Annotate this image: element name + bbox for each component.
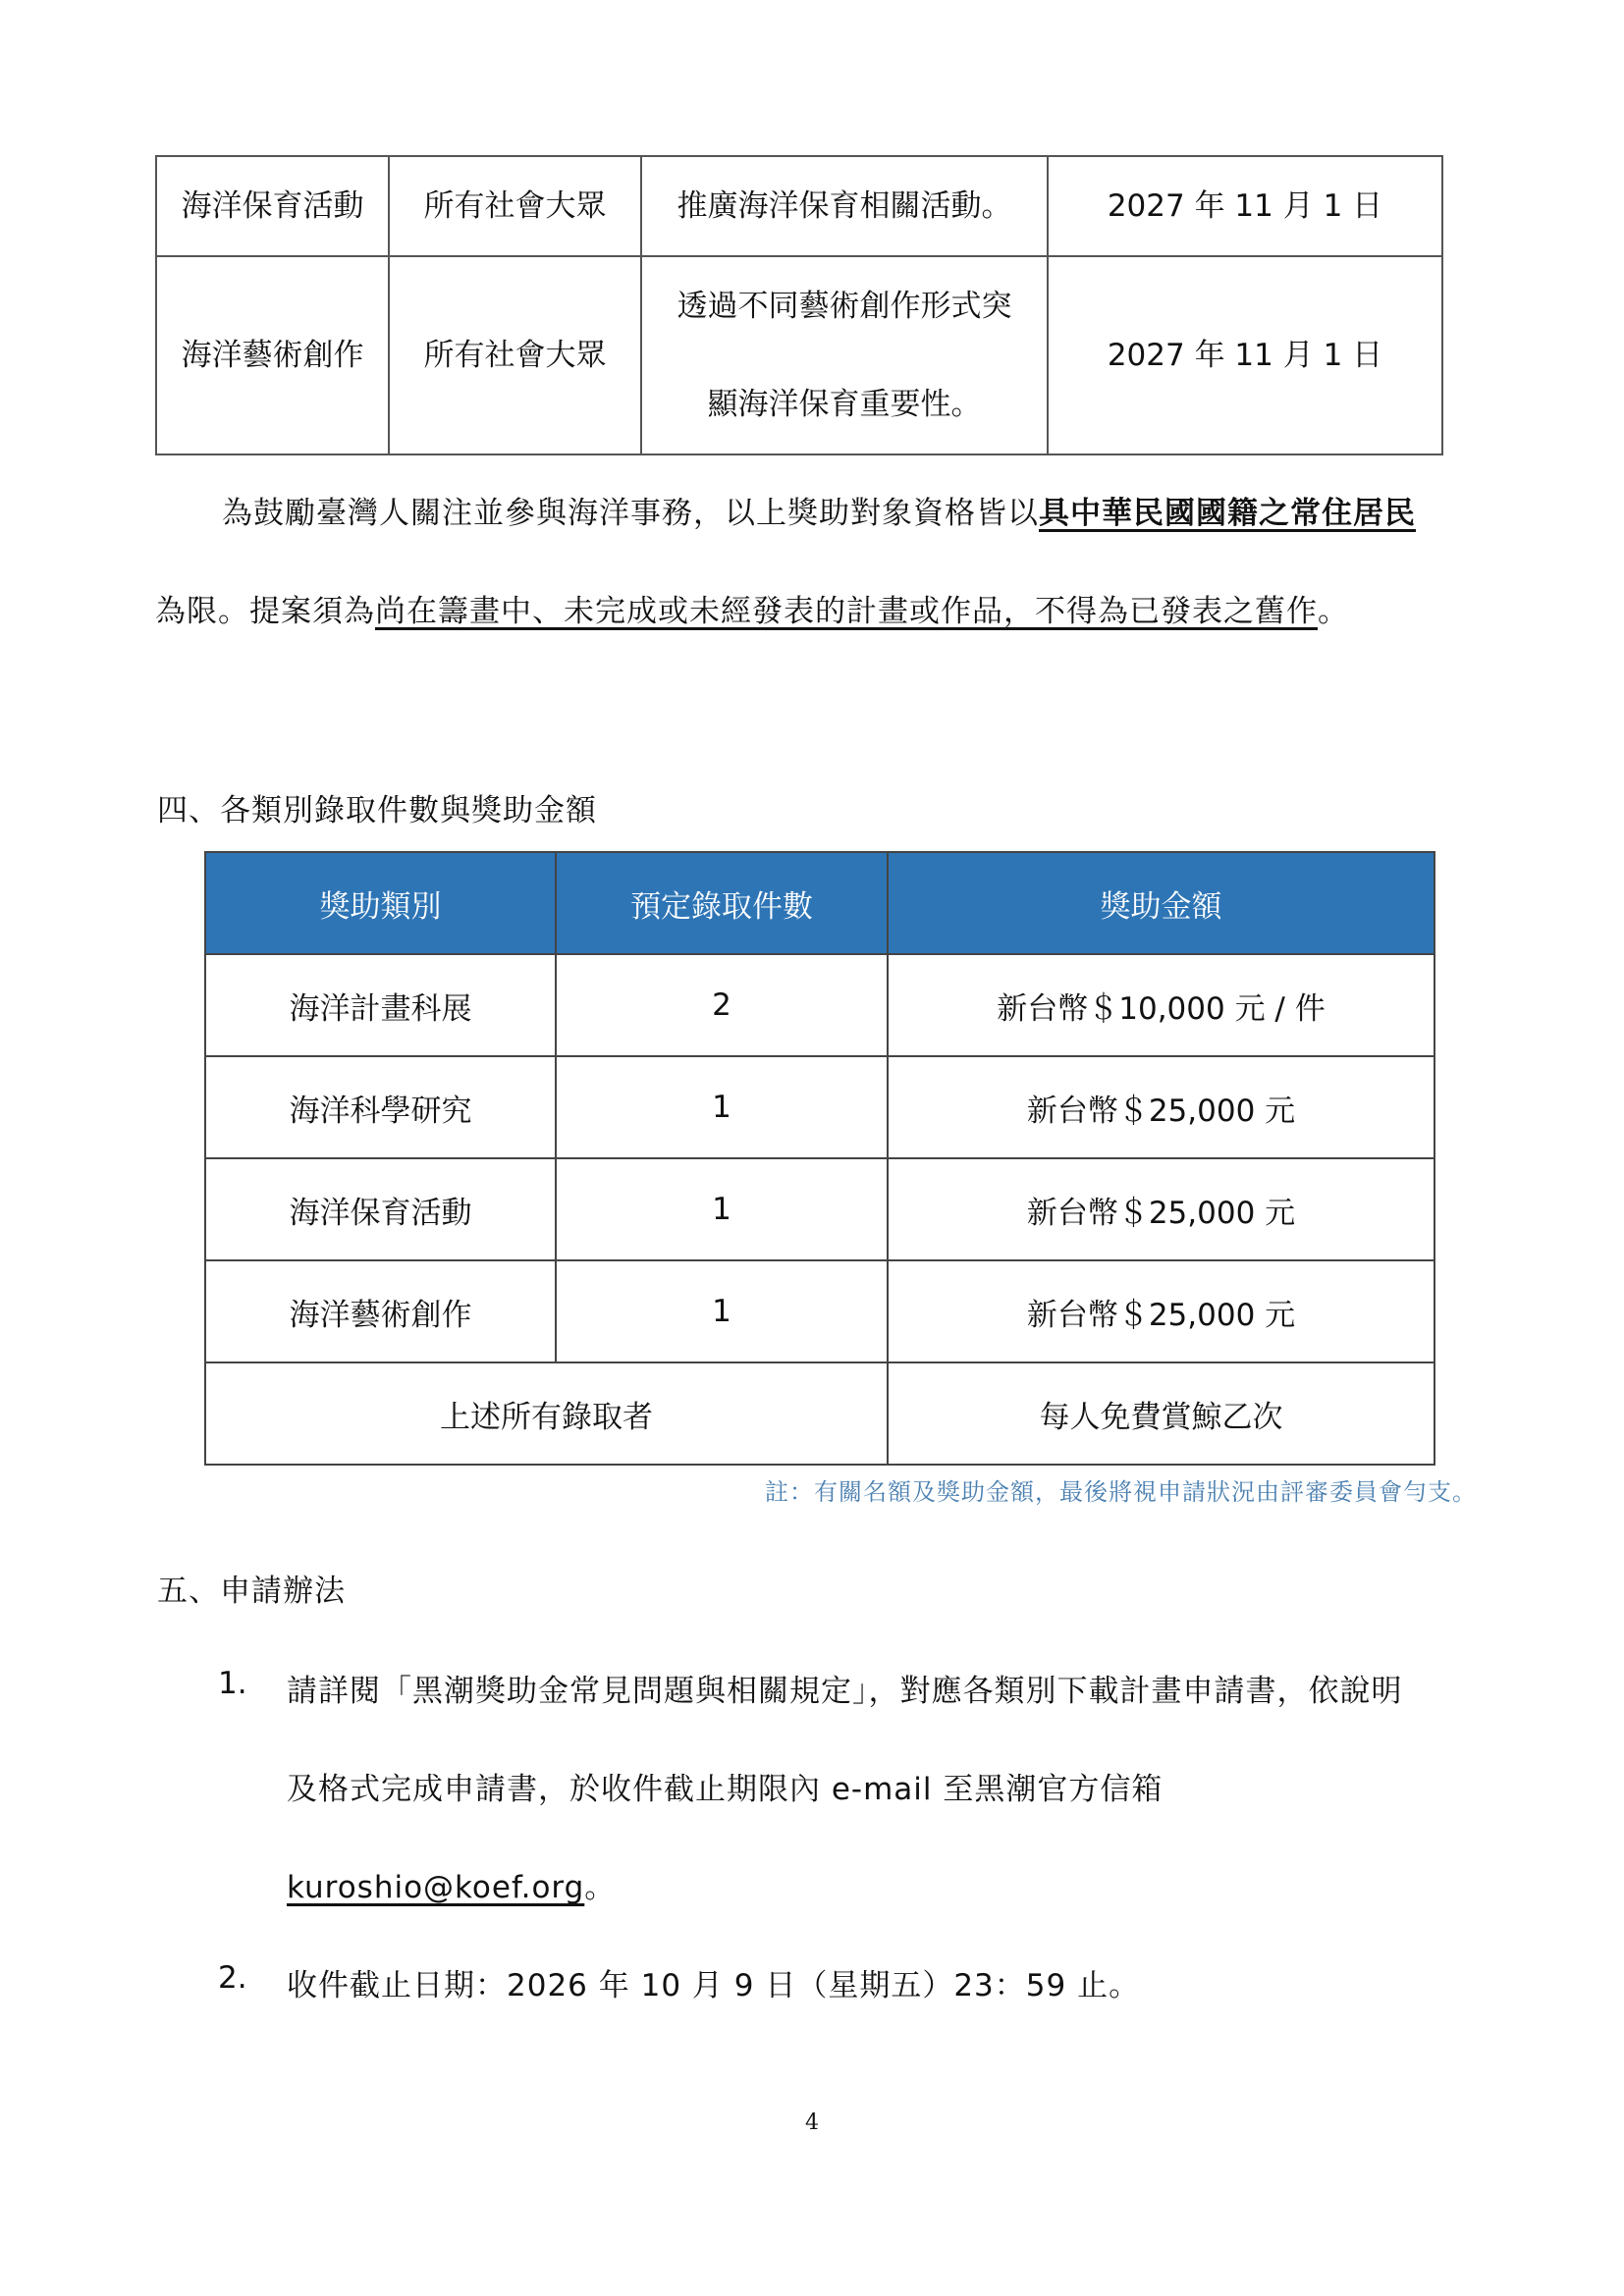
application-step-1-line-2: 及格式完成申請書，於收件截止期限內 e-mail 至黑潮官方信箱 [287,1772,1164,1807]
category-cell: 海洋藝術創作 [205,1260,556,1362]
eligibility-line-1: 為鼓勵臺灣人關注並參與海洋事務，以上獎助對象資格皆以具中華民國國籍之常住居民 [222,496,1416,531]
amount-cell: 新台幣＄25,000 元 [888,1158,1435,1260]
header-category: 獎助類別 [205,852,556,954]
award-table [204,851,1435,1466]
eligibility-line-2: 為限。提案須為尚在籌畫中、未完成或未經發表的計畫或作品，不得為已發表之舊作。 [155,594,1349,629]
table-row [205,1056,1435,1158]
category-cell: 海洋藝術創作 [156,256,389,454]
count-cell: 1 [556,1158,888,1260]
all-recipients-cell: 上述所有錄取者 [205,1362,888,1465]
table-row [205,954,1435,1056]
count-cell: 1 [556,1056,888,1158]
amount-cell: 新台幣＄25,000 元 [888,1260,1435,1362]
award-note: 註：有關名額及獎助金額，最後將視申請狀況由評審委員會勻支。 [765,1478,1477,1506]
description-line: 透過不同藝術創作形式突 [677,289,1012,324]
description-cell: 推廣海洋保育相關活動。 [641,156,1048,256]
header-count: 預定錄取件數 [556,852,888,954]
table-footer-row [205,1362,1435,1465]
table-row [205,1158,1435,1260]
item-number: 1. [218,1666,247,1701]
description-line: 顯海洋保育重要性。 [707,387,982,422]
section-5-title: 五、申請辦法 [157,1574,346,1609]
application-step-2: 收件截止日期：2026 年 10 月 9 日（星期五）23：59 止。 [287,1968,1141,2003]
award-table-header [205,852,1435,954]
category-cell: 海洋科學研究 [205,1056,556,1158]
email-link[interactable]: kuroshio@koef.org [287,1870,585,1905]
count-cell: 2 [556,954,888,1056]
header-amount: 獎助金額 [888,852,1435,954]
deadline-cell: 2027 年 11 月 1 日 [1048,256,1442,454]
nationality-requirement: 具中華民國國籍之常住居民 [1039,496,1416,531]
target-cell: 所有社會大眾 [389,256,641,454]
amount-cell: 新台幣＄25,000 元 [888,1056,1435,1158]
proposal-requirement: 尚在籌畫中、未完成或未經發表的計畫或作品，不得為已發表之舊作 [375,594,1318,629]
application-step-1-line-1: 請詳閱「黑潮獎助金常見問題與相關規定」，對應各類別下載計畫申請書，依說明 [287,1674,1403,1709]
target-cell: 所有社會大眾 [389,156,641,256]
category-cell: 海洋計畫科展 [205,954,556,1056]
page-number: 4 [805,2110,819,2135]
section-4-title: 四、各類別錄取件數與獎助金額 [157,793,597,828]
count-cell: 1 [556,1260,888,1362]
amount-cell: 新台幣＄10,000 元 / 件 [888,954,1435,1056]
table-row [205,1260,1435,1362]
table-row [156,156,1442,256]
item-number: 2. [218,1960,247,1996]
category-cell: 海洋保育活動 [205,1158,556,1260]
category-cell: 海洋保育活動 [156,156,389,256]
deadline-cell: 2027 年 11 月 1 日 [1048,156,1442,256]
whale-watching-cell: 每人免費賞鯨乙次 [888,1362,1435,1465]
application-step-1-line-3: kuroshio@koef.org。 [287,1870,617,1905]
eligibility-table [155,155,1443,455]
description-cell [641,256,1048,454]
table-row [156,256,1442,454]
